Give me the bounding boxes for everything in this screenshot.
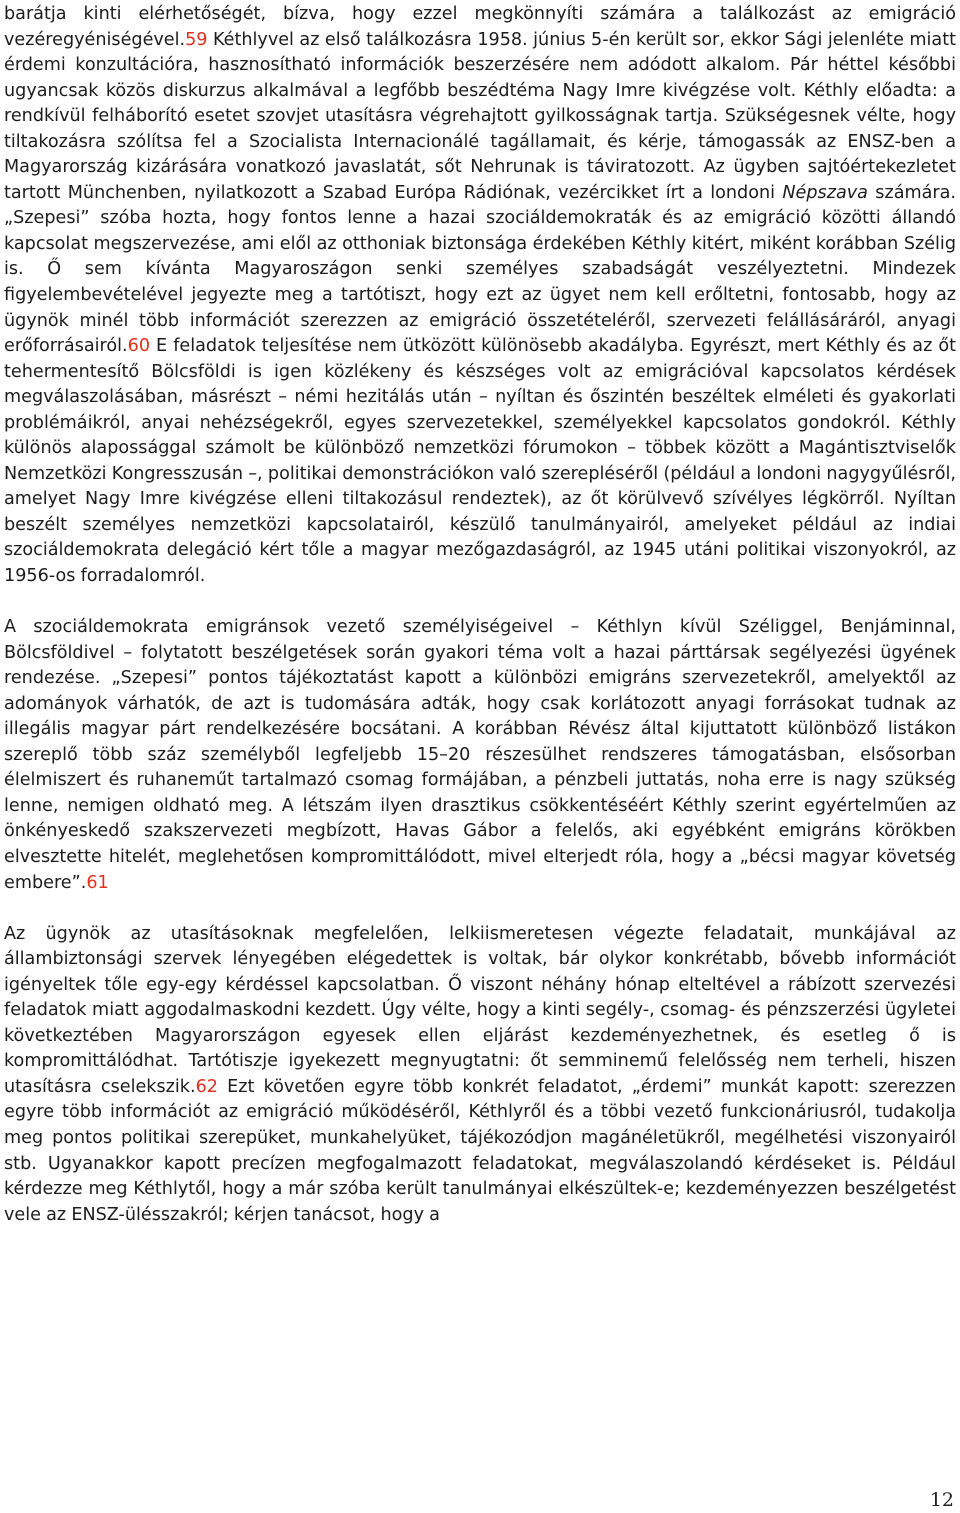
page-number: 12	[929, 1489, 954, 1511]
text-run: barátja kinti elérhetőségét, bízva, hogy ezzel megkönnyíti számára a találkozást az emigráció vezéregyéniségével.	[4, 4, 956, 50]
footnote-reference[interactable]: 62	[195, 1076, 218, 1097]
text-run: Kéthlyvel az első találkozásra 1958. június 5-én került sor, ekkor Sági jelenléte miatt érdemi konzultációra, hasznosítható információk beszerzésére nem adódott alkalom. Pár héttel későbbi ugyancsak közös diskurzus alkalmával a legfőbb beszédtéma Nagy Imre kivégzése volt. Kéthly előadta: a rendkívül felháborító esetet szovjet utasításra végrehajtott gyilkosságnak tartja. Szükségesnek vélte, hogy tiltakozásra szólítsa fel a Szocialista Internacionálé tagállamait, és kérje, támogassák az ENSZ-ben a Magyarország kizárására vonatkozó javaslatát, sőt Nehrunak is táviratozott. Az ügyben sajtóértekezletet tartott Münchenben, nyilatkozott a Szabad Európa Rádiónak, vezércikket írt a londoni	[4, 29, 956, 203]
paragraph	[4, 615, 956, 896]
text-run: A szociáldemokrata emigránsok vezető személyiségeivel – Kéthlyn kívül Széliggel, Benjáminnal, Bölcsföldivel – folytatott beszélgetések során gyakori téma volt a hazai párttársak segélyezési ügyének rendezése. „Szepesi” pontos tájékoztatást kapott a különbözi emigráns szervezetekről, amelyektől az adományok várhatók, de azt is tudomására adták, hogy csak korlátozott anyagi forrásokat tudnak az illegális magyar párt rendelkezésére bocsátani. A korábban Révész által kijuttatott különböző listákon szereplő több száz személyből legfeljebb 15–20 részesülhet rendszeres támogatásban, elsősorban élelmiszert és ruhaneműt tartalmazó csomag formájában, a pénzbeli juttatás, noha erre is nagy szükség lenne, nemigen oldható meg. A létszám ilyen drasztikus csökkentéséért Kéthly szerint egyértelműen az önkényeskedő szakszervezeti megbízott, Havas Gábor a felelős, aki egyébként emigráns körökben elvesztette hitelét, meglehetősen kompromittálódott, mivel elterjedt róla, hogy a „bécsi magyar követség embere”.	[4, 617, 956, 893]
footnote-reference[interactable]: 59	[185, 29, 208, 50]
italic-title: Népszava	[782, 182, 868, 203]
text-run: Az ügynök az utasításoknak megfelelően, lelkiismeretesen végezte feladatait, munkájával az állambiztonsági szervek lényegében elégedettek is voltak, bár olykor konkrétabb, bővebb információt igényeltek tőle egy-egy kérdéssel kapcsolatban. Ő viszont néhány hónap elteltével a rábízott szervezési feladatok miatt aggodalmaskodni kezdett. Úgy vélte, hogy a kinti segély-, csomag- és pénzszerzési ügyletei következtében Magyarországon egyesek ellen eljárást kezdeményezhetnek, és esetleg ő is kompromittálódhat. Tartótiszje igyekezett megnyugtatni: őt semminemű felelősség nem terheli, hiszen utasításra cselekszik.	[4, 923, 956, 1097]
text-run: E feladatok teljesítése nem ütközött különösebb akadályba. Egyrészt, mert Kéthly és az őt tehermentesítő Bölcsföldi is igen közlékeny és készséges volt az emigrációval kapcsolatos kérdések megválaszolásában, másrészt – némi hezitálás után – nyíltan és őszintén beszéltek elméleti és gyakorlati problémáikról, anyai nehézségekről, egyes szervezetekkel, személyekkel kapcsolatos gondokról. Kéthly különös alapossággal számolt be különböző nemzetközi fórumokon – többek között a Magántisztviselők Nemzetközi Kongresszusán –, politikai demonstrációkon való szerepléséről (például a londoni nagygyűlésről, amelyet Nagy Imre kivégzése elleni tiltakozásul rendeztek), az őt körülvevő szívélyes légkörről. Nyíltan beszélt személyes nemzetközi kapcsolatairól, készülő tanulmányairól, amelyeket például az indiai szociáldemokrata delegáció kért tőle a magyar mezőgazdaságról, az 1945 utáni politikai viszonyokról, az 1956-os forradalomról.	[4, 336, 956, 587]
text-run: Ezt követően egyre több konkrét feladatot, „érdemi” munkát kapott: szerezzen egyre több információt az emigráció működéséről, Kéthlyről és a többi vezető funkcionáriusról, tudakolja meg pontos politikai szerepüket, munkahelyüket, tájékozódjon magánéletükről, megélhetési viszonyairól stb. Ugyanakkor kapott precízen megfogalmazott feladatokat, megválaszolandó kérdéseket is. Például kérdezze meg Kéthlytől, hogy a már szóba került tanulmányai elkészültek-e; kezdeményezzen beszélgetést vele az ENSZ-ülésszakról; kérjen tanácsot, hogy a	[4, 1076, 956, 1225]
paragraph	[4, 2, 956, 590]
footnote-reference[interactable]: 61	[86, 872, 109, 893]
text-run: számára. „Szepesi” szóba hozta, hogy fontos lenne a hazai szociáldemokraták és az emigráció közötti állandó kapcsolat megszervezése, ami elől az otthoniak biztonsága érdekében Kéthly kitért, miként korábban Szélig is. Ő sem kívánta Magyaroszágon senki személyes szabadságát veszélyeztetni. Mindezek figyelembevételével jegyezte meg a tartótiszt, hogy ezt az ügyet nem kell erőltetni, fontosabb, hogy az ügynök minél több információt szerezzen az emigráció összetételéről, szervezeti felállásáráról, anyagi erőforrásairól.	[4, 182, 956, 357]
footnote-reference[interactable]: 60	[127, 336, 151, 357]
body-text	[4, 2, 956, 1228]
paragraph	[4, 922, 956, 1229]
